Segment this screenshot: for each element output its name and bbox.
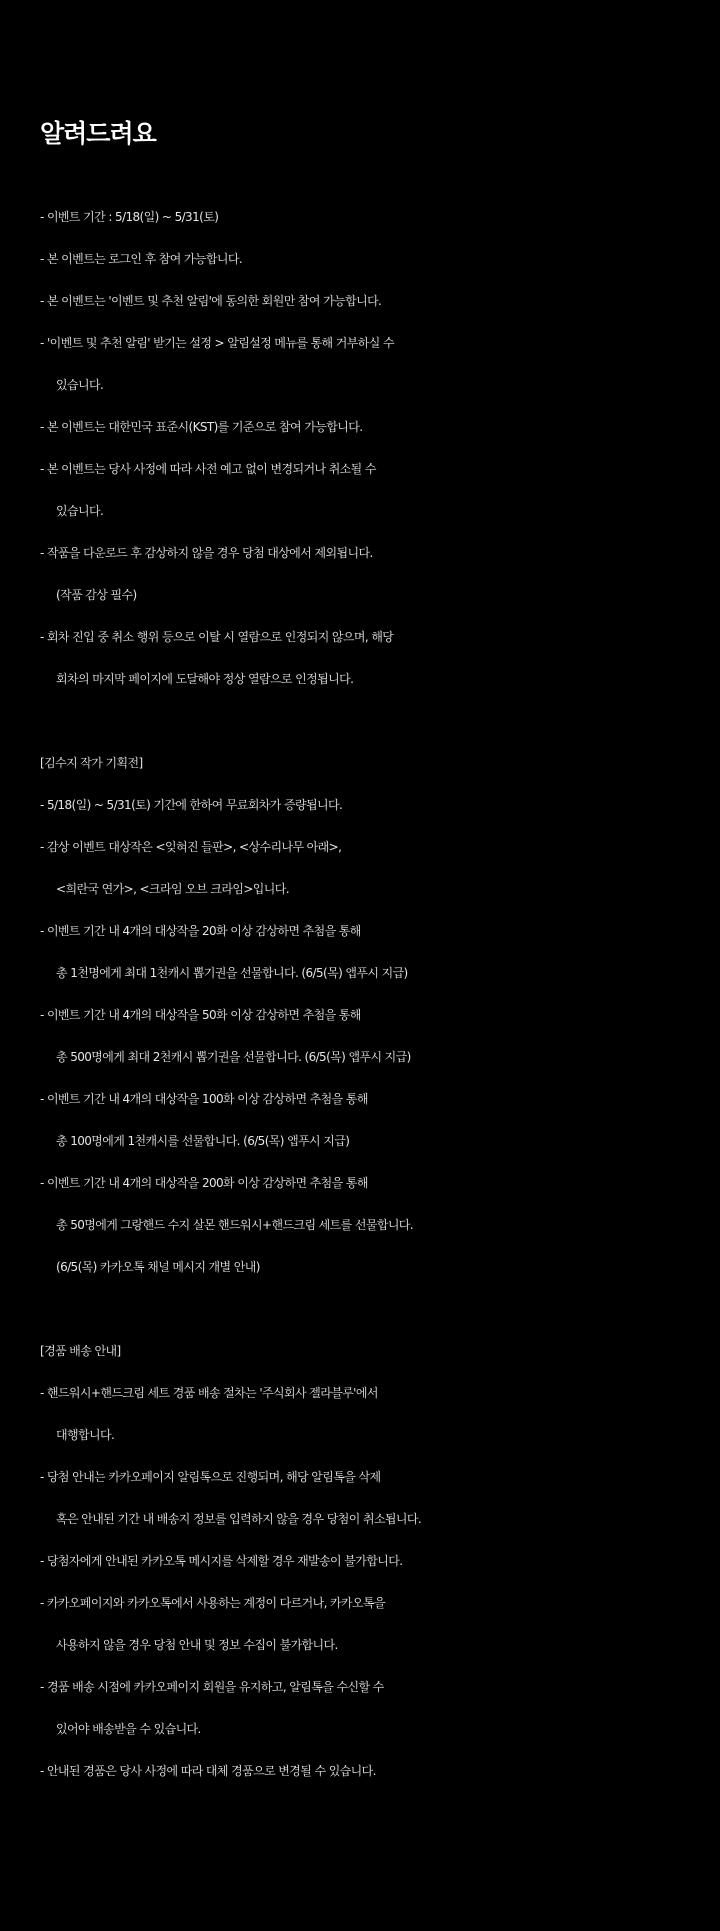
notice-line: - 작품을 다운로드 후 감상하지 않을 경우 당첨 대상에서 제외됩니다. xyxy=(40,546,373,560)
notice-line: - 감상 이벤트 대상작은 <잊혀진 들판>, <상수리나무 아래>, xyxy=(40,840,342,854)
notice-line: - 안내된 경품은 당사 사정에 따라 대체 경품으로 변경될 수 있습니다. xyxy=(40,1764,376,1778)
notice-line-continued: 있습니다. xyxy=(56,378,104,392)
notice-line-continued: (작품 감상 필수) xyxy=(56,588,137,602)
notice-line: - 당첨자에게 안내된 카카오톡 메시지를 삭제할 경우 재발송이 불가합니다. xyxy=(40,1554,403,1568)
notice-line: - 이벤트 기간 내 4개의 대상작을 200화 이상 감상하면 추첨을 통해 xyxy=(40,1176,368,1190)
section-spacer xyxy=(40,700,720,742)
notice-item xyxy=(40,1666,720,1750)
notice-line: - 이벤트 기간 : 5/18(일) ~ 5/31(토) xyxy=(40,210,219,224)
notice-line-continued: 총 500명에게 최대 2천캐시 뽑기권을 선물합니다. (6/5(목) 앱푸시 지급) xyxy=(56,1050,411,1064)
notice-line: - 당첨 안내는 카카오페이지 알림톡으로 진행되며, 해당 알림톡을 삭제 xyxy=(40,1470,381,1484)
notice-item xyxy=(40,1078,720,1162)
notice-item xyxy=(40,1372,720,1456)
notice-line: - 이벤트 기간 내 4개의 대상작을 20화 이상 감상하면 추첨을 통해 xyxy=(40,924,361,938)
notice-line: - 본 이벤트는 당사 사정에 따라 사전 예고 없이 변경되거나 취소될 수 xyxy=(40,462,376,476)
notice-line: - 본 이벤트는 '이벤트 및 추천 알림'에 동의한 회원만 참여 가능합니다. xyxy=(40,294,382,308)
section-spacer xyxy=(40,1288,720,1330)
notice-line-continued: 총 1천명에게 최대 1천캐시 뽑기권을 선물합니다. (6/5(목) 앱푸시 지급) xyxy=(56,966,408,980)
notice-item xyxy=(40,1456,720,1540)
notice-line: - 카카오페이지와 카카오톡에서 사용하는 계정이 다르거나, 카카오톡을 xyxy=(40,1596,386,1610)
notice-item xyxy=(40,910,720,994)
notice-line-continued: (6/5(목) 카카오톡 채널 메시지 개별 안내) xyxy=(56,1260,260,1274)
notice-line: - 이벤트 기간 내 4개의 대상작을 100화 이상 감상하면 추첨을 통해 xyxy=(40,1092,368,1106)
notice-line: - '이벤트 및 추천 알림' 받기는 설정 > 알림설정 메뉴를 통해 거부하실 수 xyxy=(40,336,394,350)
section-heading: [경품 배송 안내] xyxy=(40,1344,121,1358)
notice-line-continued: 사용하지 않을 경우 당첨 안내 및 정보 수집이 불가합니다. xyxy=(56,1638,338,1652)
notice-line: - 이벤트 기간 내 4개의 대상작을 50화 이상 감상하면 추첨을 통해 xyxy=(40,1008,361,1022)
notice-item xyxy=(40,238,720,280)
title-spacer xyxy=(40,156,720,196)
notice-item xyxy=(40,1582,720,1666)
prize-delivery-section xyxy=(40,1330,720,1792)
general-notes-section xyxy=(40,196,720,700)
notice-line-continued: 총 50명에게 그랑핸드 수지 살몬 핸드워시+핸드크림 세트를 선물합니다. xyxy=(56,1218,414,1232)
notice-line: - 회차 진입 중 취소 행위 등으로 이탈 시 열람으로 인정되지 않으며, 해당 xyxy=(40,630,394,644)
notice-line: - 핸드워시+핸드크림 세트 경품 배송 절차는 '주식회사 젤라블루'에서 xyxy=(40,1386,378,1400)
notice-item xyxy=(40,322,720,406)
author-special-section xyxy=(40,742,720,1288)
notice-item xyxy=(40,1162,720,1288)
notice-item xyxy=(40,448,720,532)
notice-line: - 본 이벤트는 대한민국 표준시(KST)를 기준으로 참여 가능합니다. xyxy=(40,420,363,434)
notice-item xyxy=(40,280,720,322)
notice-item xyxy=(40,1540,720,1582)
notice-line-continued: 혹은 안내된 기간 내 배송지 정보를 입력하지 않을 경우 당첨이 취소됩니다. xyxy=(56,1512,422,1526)
notice-item xyxy=(40,616,720,700)
notice-item xyxy=(40,826,720,910)
notice-line-continued: 회차의 마지막 페이지에 도달해야 정상 열람으로 인정됩니다. xyxy=(56,672,354,686)
notice-line-continued: <희란국 연가>, <크라임 오브 크라임>입니다. xyxy=(56,882,289,896)
notice-line: - 5/18(일) ~ 5/31(토) 기간에 한하여 무료회차가 증량됩니다. xyxy=(40,798,343,812)
notice-line-continued: 있습니다. xyxy=(56,504,104,518)
notice-item xyxy=(40,196,720,238)
notice-line: - 경품 배송 시점에 카카오페이지 회원을 유지하고, 알림톡을 수신할 수 xyxy=(40,1680,384,1694)
notice-line-continued: 있어야 배송받을 수 있습니다. xyxy=(56,1722,201,1736)
notice-item xyxy=(40,406,720,448)
notice-line: - 본 이벤트는 로그인 후 참여 가능합니다. xyxy=(40,252,243,266)
notice-item xyxy=(40,994,720,1078)
notice-item xyxy=(40,784,720,826)
notice-line-continued: 총 100명에게 1천캐시를 선물합니다. (6/5(목) 앱푸시 지급) xyxy=(56,1134,350,1148)
notice-item xyxy=(40,1750,720,1792)
notice-title: 알려드려요 xyxy=(40,119,156,148)
notice-item xyxy=(40,532,720,616)
notice-line-continued: 대행합니다. xyxy=(56,1428,115,1442)
section-heading: [김수지 작가 기획전] xyxy=(40,756,143,770)
